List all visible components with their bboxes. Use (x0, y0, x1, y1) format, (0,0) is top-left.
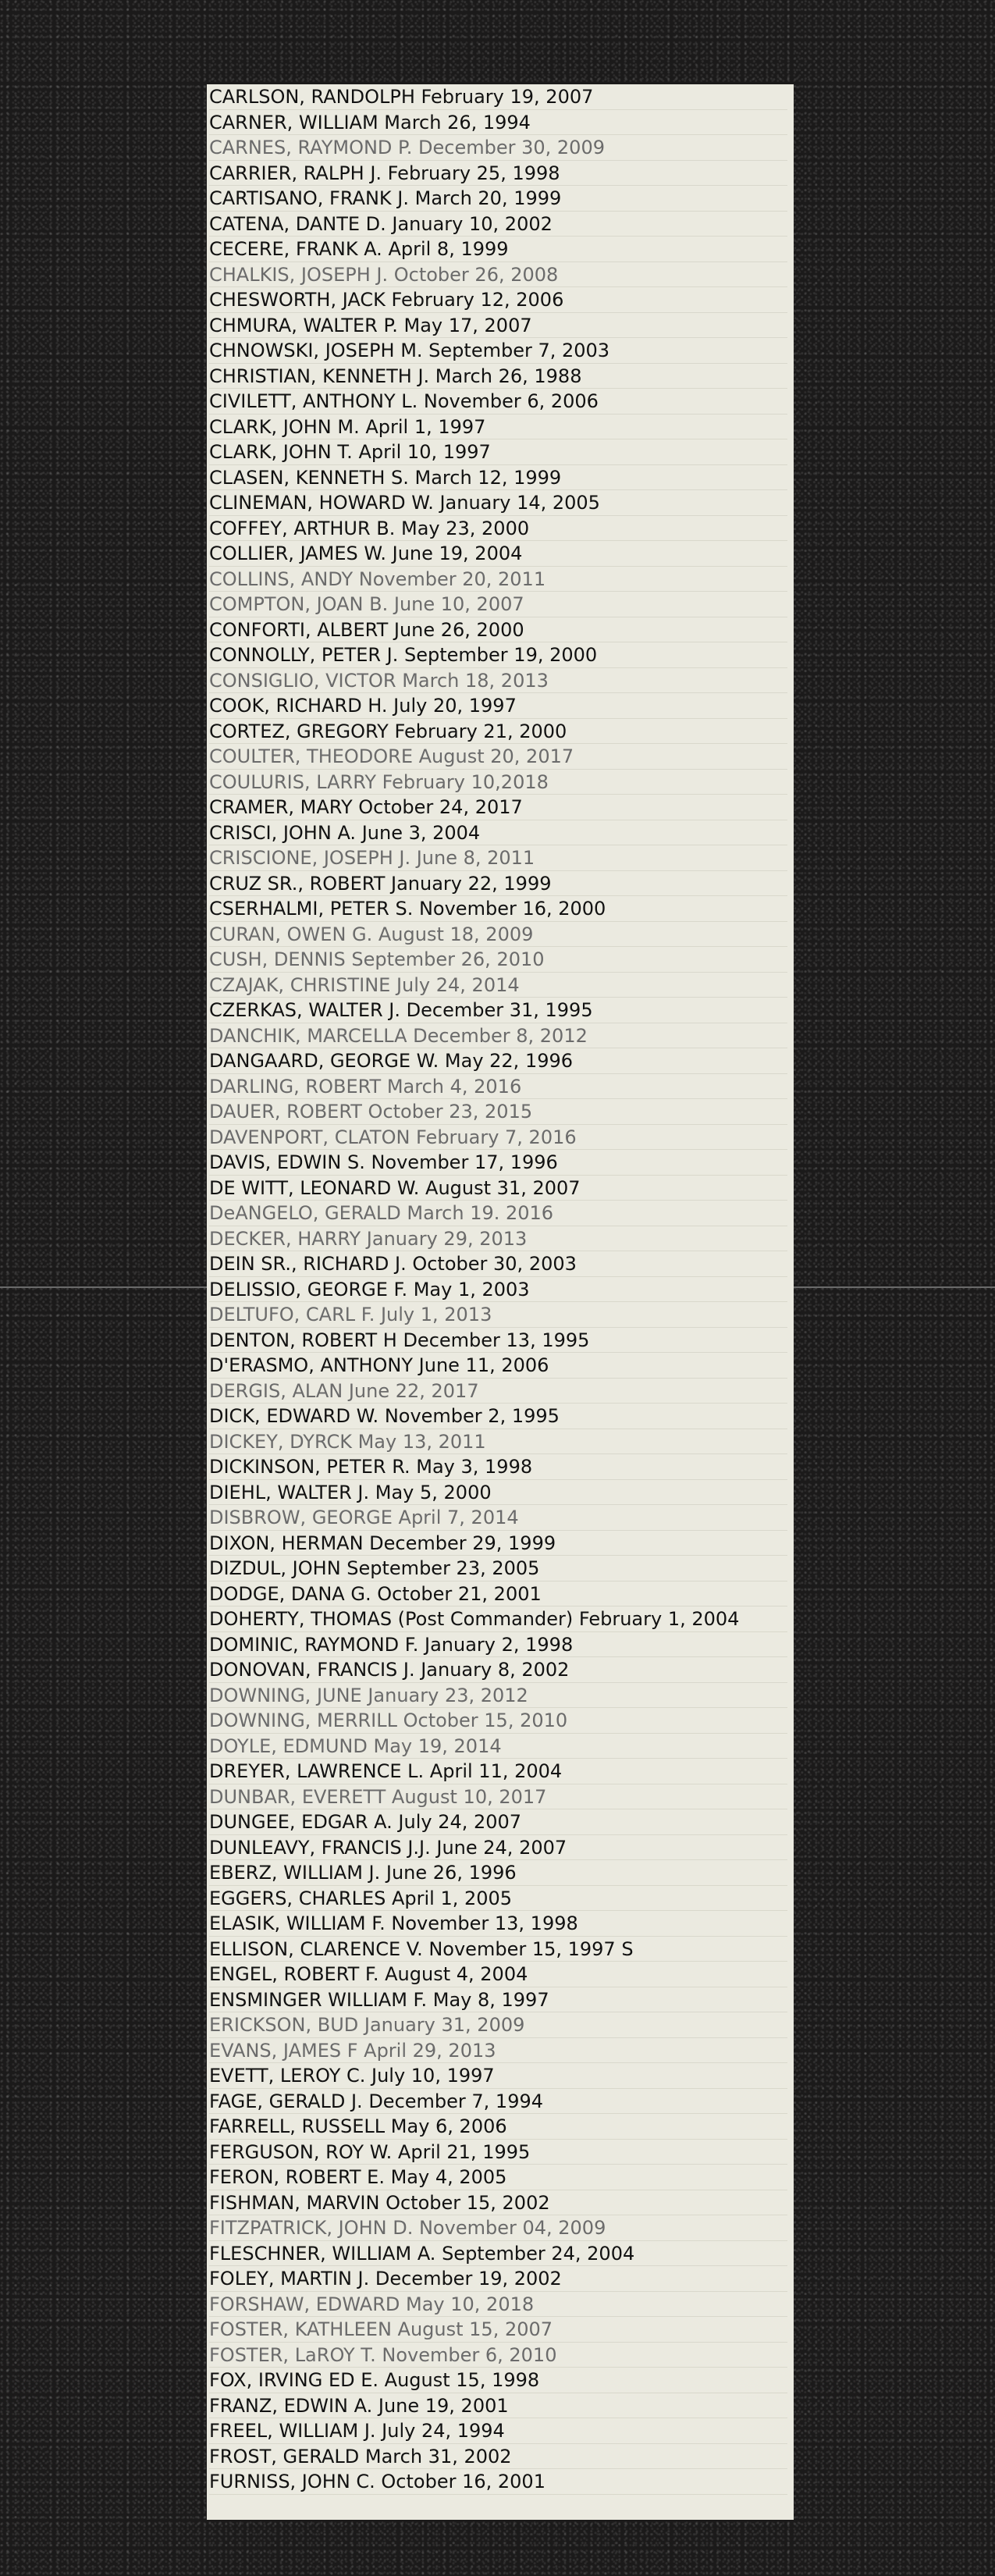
memorial-entry: DOWNING, JUNE January 23, 2012 (209, 1683, 787, 1709)
memorial-entry: FREEL, WILLIAM J. July 24, 1994 (209, 2418, 787, 2444)
memorial-entry: FITZPATRICK, JOHN D. November 04, 2009 (209, 2215, 787, 2241)
memorial-entry: CORTEZ, GREGORY February 21, 2000 (209, 719, 787, 745)
memorial-entry: CARNES, RAYMOND P. December 30, 2009 (209, 135, 787, 161)
memorial-entry: FISHMAN, MARVIN October 15, 2002 (209, 2190, 787, 2216)
memorial-entry: FOSTER, LaROY T. November 6, 2010 (209, 2343, 787, 2368)
memorial-entry: DOMINIC, RAYMOND F. January 2, 1998 (209, 1632, 787, 1658)
memorial-entry: CLARK, JOHN M. April 1, 1997 (209, 415, 787, 440)
memorial-entry: CLASEN, KENNETH S. March 12, 1999 (209, 465, 787, 491)
memorial-entry: DIZDUL, JOHN September 23, 2005 (209, 1556, 787, 1582)
memorial-entry: DANGAARD, GEORGE W. May 22, 1996 (209, 1048, 787, 1074)
memorial-entry: COULURIS, LARRY February 10,2018 (209, 770, 787, 795)
memorial-entry: COFFEY, ARTHUR B. May 23, 2000 (209, 516, 787, 542)
memorial-entry: CHMURA, WALTER P. May 17, 2007 (209, 313, 787, 339)
memorial-entry: DONOVAN, FRANCIS J. January 8, 2002 (209, 1657, 787, 1683)
memorial-entry: DECKER, HARRY January 29, 2013 (209, 1226, 787, 1252)
memorial-entry: CHRISTIAN, KENNETH J. March 26, 1988 (209, 364, 787, 390)
memorial-entry: EGGERS, CHARLES April 1, 2005 (209, 1886, 787, 1912)
memorial-entry: CHESWORTH, JACK February 12, 2006 (209, 287, 787, 313)
memorial-entry: DENTON, ROBERT H December 13, 1995 (209, 1328, 787, 1354)
memorial-entry: DELISSIO, GEORGE F. May 1, 2003 (209, 1277, 787, 1303)
memorial-entry: DICK, EDWARD W. November 2, 1995 (209, 1404, 787, 1429)
memorial-entry: CURAN, OWEN G. August 18, 2009 (209, 922, 787, 948)
memorial-entry: CZERKAS, WALTER J. December 31, 1995 (209, 998, 787, 1023)
memorial-entry: CHALKIS, JOSEPH J. October 26, 2008 (209, 262, 787, 288)
memorial-entry: FROST, GERALD March 31, 2002 (209, 2444, 787, 2470)
memorial-entry: CARLSON, RANDOLPH February 19, 2007 (209, 84, 787, 110)
memorial-entry: EBERZ, WILLIAM J. June 26, 1996 (209, 1860, 787, 1886)
memorial-entry: CARRIER, RALPH J. February 25, 1998 (209, 161, 787, 187)
memorial-entry: COLLINS, ANDY November 20, 2011 (209, 567, 787, 592)
memorial-entry: DIEHL, WALTER J. May 5, 2000 (209, 1480, 787, 1506)
memorial-name-list (207, 84, 794, 2520)
memorial-entry: DeANGELO, GERALD March 19. 2016 (209, 1201, 787, 1226)
memorial-entry: CECERE, FRANK A. April 8, 1999 (209, 237, 787, 262)
memorial-entry: DREYER, LAWRENCE L. April 11, 2004 (209, 1759, 787, 1784)
memorial-entry: DOHERTY, THOMAS (Post Commander) February 1, 2004 (209, 1606, 787, 1632)
memorial-entry: FARRELL, RUSSELL May 6, 2006 (209, 2114, 787, 2140)
memorial-entry: CHNOWSKI, JOSEPH M. September 7, 2003 (209, 338, 787, 364)
memorial-entry: COLLIER, JAMES W. June 19, 2004 (209, 541, 787, 567)
memorial-entry: DARLING, ROBERT March 4, 2016 (209, 1074, 787, 1100)
memorial-entry: CONNOLLY, PETER J. September 19, 2000 (209, 642, 787, 668)
memorial-entry: DERGIS, ALAN June 22, 2017 (209, 1379, 787, 1404)
memorial-entry: CZAJAK, CHRISTINE July 24, 2014 (209, 973, 787, 998)
memorial-entry: CONFORTI, ALBERT June 26, 2000 (209, 617, 787, 643)
memorial-entry: DICKEY, DYRCK May 13, 2011 (209, 1429, 787, 1455)
memorial-entry: DIXON, HERMAN December 29, 1999 (209, 1531, 787, 1557)
memorial-entry: ENGEL, ROBERT F. August 4, 2004 (209, 1962, 787, 1987)
memorial-entry: FORSHAW, EDWARD May 10, 2018 (209, 2292, 787, 2318)
memorial-entry: ENSMINGER WILLIAM F. May 8, 1997 (209, 1987, 787, 2013)
memorial-entry: DUNGEE, EDGAR A. July 24, 2007 (209, 1809, 787, 1835)
memorial-entry: EVETT, LEROY C. July 10, 1997 (209, 2063, 787, 2089)
memorial-entry: DICKINSON, PETER R. May 3, 1998 (209, 1454, 787, 1480)
memorial-entry: DUNBAR, EVERETT August 10, 2017 (209, 1784, 787, 1810)
memorial-entry: CRISCIONE, JOSEPH J. June 8, 2011 (209, 845, 787, 871)
memorial-entry: DEIN SR., RICHARD J. October 30, 2003 (209, 1251, 787, 1277)
memorial-entry: CIVILETT, ANTHONY L. November 6, 2006 (209, 389, 787, 415)
memorial-entry: CONSIGLIO, VICTOR March 18, 2013 (209, 668, 787, 694)
memorial-entry: DAUER, ROBERT October 23, 2015 (209, 1099, 787, 1125)
memorial-entry: FOX, IRVING ED E. August 15, 1998 (209, 2368, 787, 2393)
memorial-entry: DE WITT, LEONARD W. August 31, 2007 (209, 1176, 787, 1201)
memorial-entry: CUSH, DENNIS September 26, 2010 (209, 947, 787, 973)
memorial-entry: FAGE, GERALD J. December 7, 1994 (209, 2089, 787, 2115)
memorial-entry: CRAMER, MARY October 24, 2017 (209, 795, 787, 820)
memorial-entry: CSERHALMI, PETER S. November 16, 2000 (209, 896, 787, 922)
memorial-entry: FOLEY, MARTIN J. December 19, 2002 (209, 2266, 787, 2292)
memorial-entry: CRUZ SR., ROBERT January 22, 1999 (209, 871, 787, 897)
memorial-entry: ERICKSON, BUD January 31, 2009 (209, 2012, 787, 2038)
memorial-entry: DISBROW, GEORGE April 7, 2014 (209, 1505, 787, 1531)
memorial-entry: CARTISANO, FRANK J. March 20, 1999 (209, 186, 787, 212)
memorial-entry: DELTUFO, CARL F. July 1, 2013 (209, 1302, 787, 1328)
memorial-entry: CLARK, JOHN T. April 10, 1997 (209, 439, 787, 465)
memorial-entry: FOSTER, KATHLEEN August 15, 2007 (209, 2317, 787, 2343)
memorial-entry: FRANZ, EDWIN A. June 19, 2001 (209, 2393, 787, 2419)
memorial-entry: DOYLE, EDMUND May 19, 2014 (209, 1734, 787, 1759)
memorial-entry: DUNLEAVY, FRANCIS J.J. June 24, 2007 (209, 1835, 787, 1861)
memorial-entry: EVANS, JAMES F April 29, 2013 (209, 2038, 787, 2064)
memorial-entry: CARNER, WILLIAM March 26, 1994 (209, 110, 787, 136)
memorial-entry: FLESCHNER, WILLIAM A. September 24, 2004 (209, 2241, 787, 2267)
memorial-entry: DAVIS, EDWIN S. November 17, 1996 (209, 1150, 787, 1176)
memorial-entry: DODGE, DANA G. October 21, 2001 (209, 1582, 787, 1607)
memorial-entry: COOK, RICHARD H. July 20, 1997 (209, 693, 787, 719)
memorial-entry: DAVENPORT, CLATON February 7, 2016 (209, 1125, 787, 1151)
memorial-entry: FERON, ROBERT E. May 4, 2005 (209, 2165, 787, 2190)
memorial-entry: ELLISON, CLARENCE V. November 15, 1997 S (209, 1937, 787, 1962)
memorial-entry: CATENA, DANTE D. January 10, 2002 (209, 212, 787, 237)
memorial-entry: D'ERASMO, ANTHONY June 11, 2006 (209, 1353, 787, 1379)
memorial-entry: ELASIK, WILLIAM F. November 13, 1998 (209, 1911, 787, 1937)
memorial-entry: CRISCI, JOHN A. June 3, 2004 (209, 820, 787, 846)
memorial-entry: FERGUSON, ROY W. April 21, 1995 (209, 2140, 787, 2165)
memorial-entry: DOWNING, MERRILL October 15, 2010 (209, 1708, 787, 1734)
memorial-entry: COULTER, THEODORE August 20, 2017 (209, 744, 787, 770)
memorial-entry: DANCHIK, MARCELLA December 8, 2012 (209, 1023, 787, 1049)
memorial-entry: CLINEMAN, HOWARD W. January 14, 2005 (209, 490, 787, 516)
memorial-entry: COMPTON, JOAN B. June 10, 2007 (209, 592, 787, 617)
memorial-entry: FURNISS, JOHN C. October 16, 2001 (209, 2469, 787, 2495)
